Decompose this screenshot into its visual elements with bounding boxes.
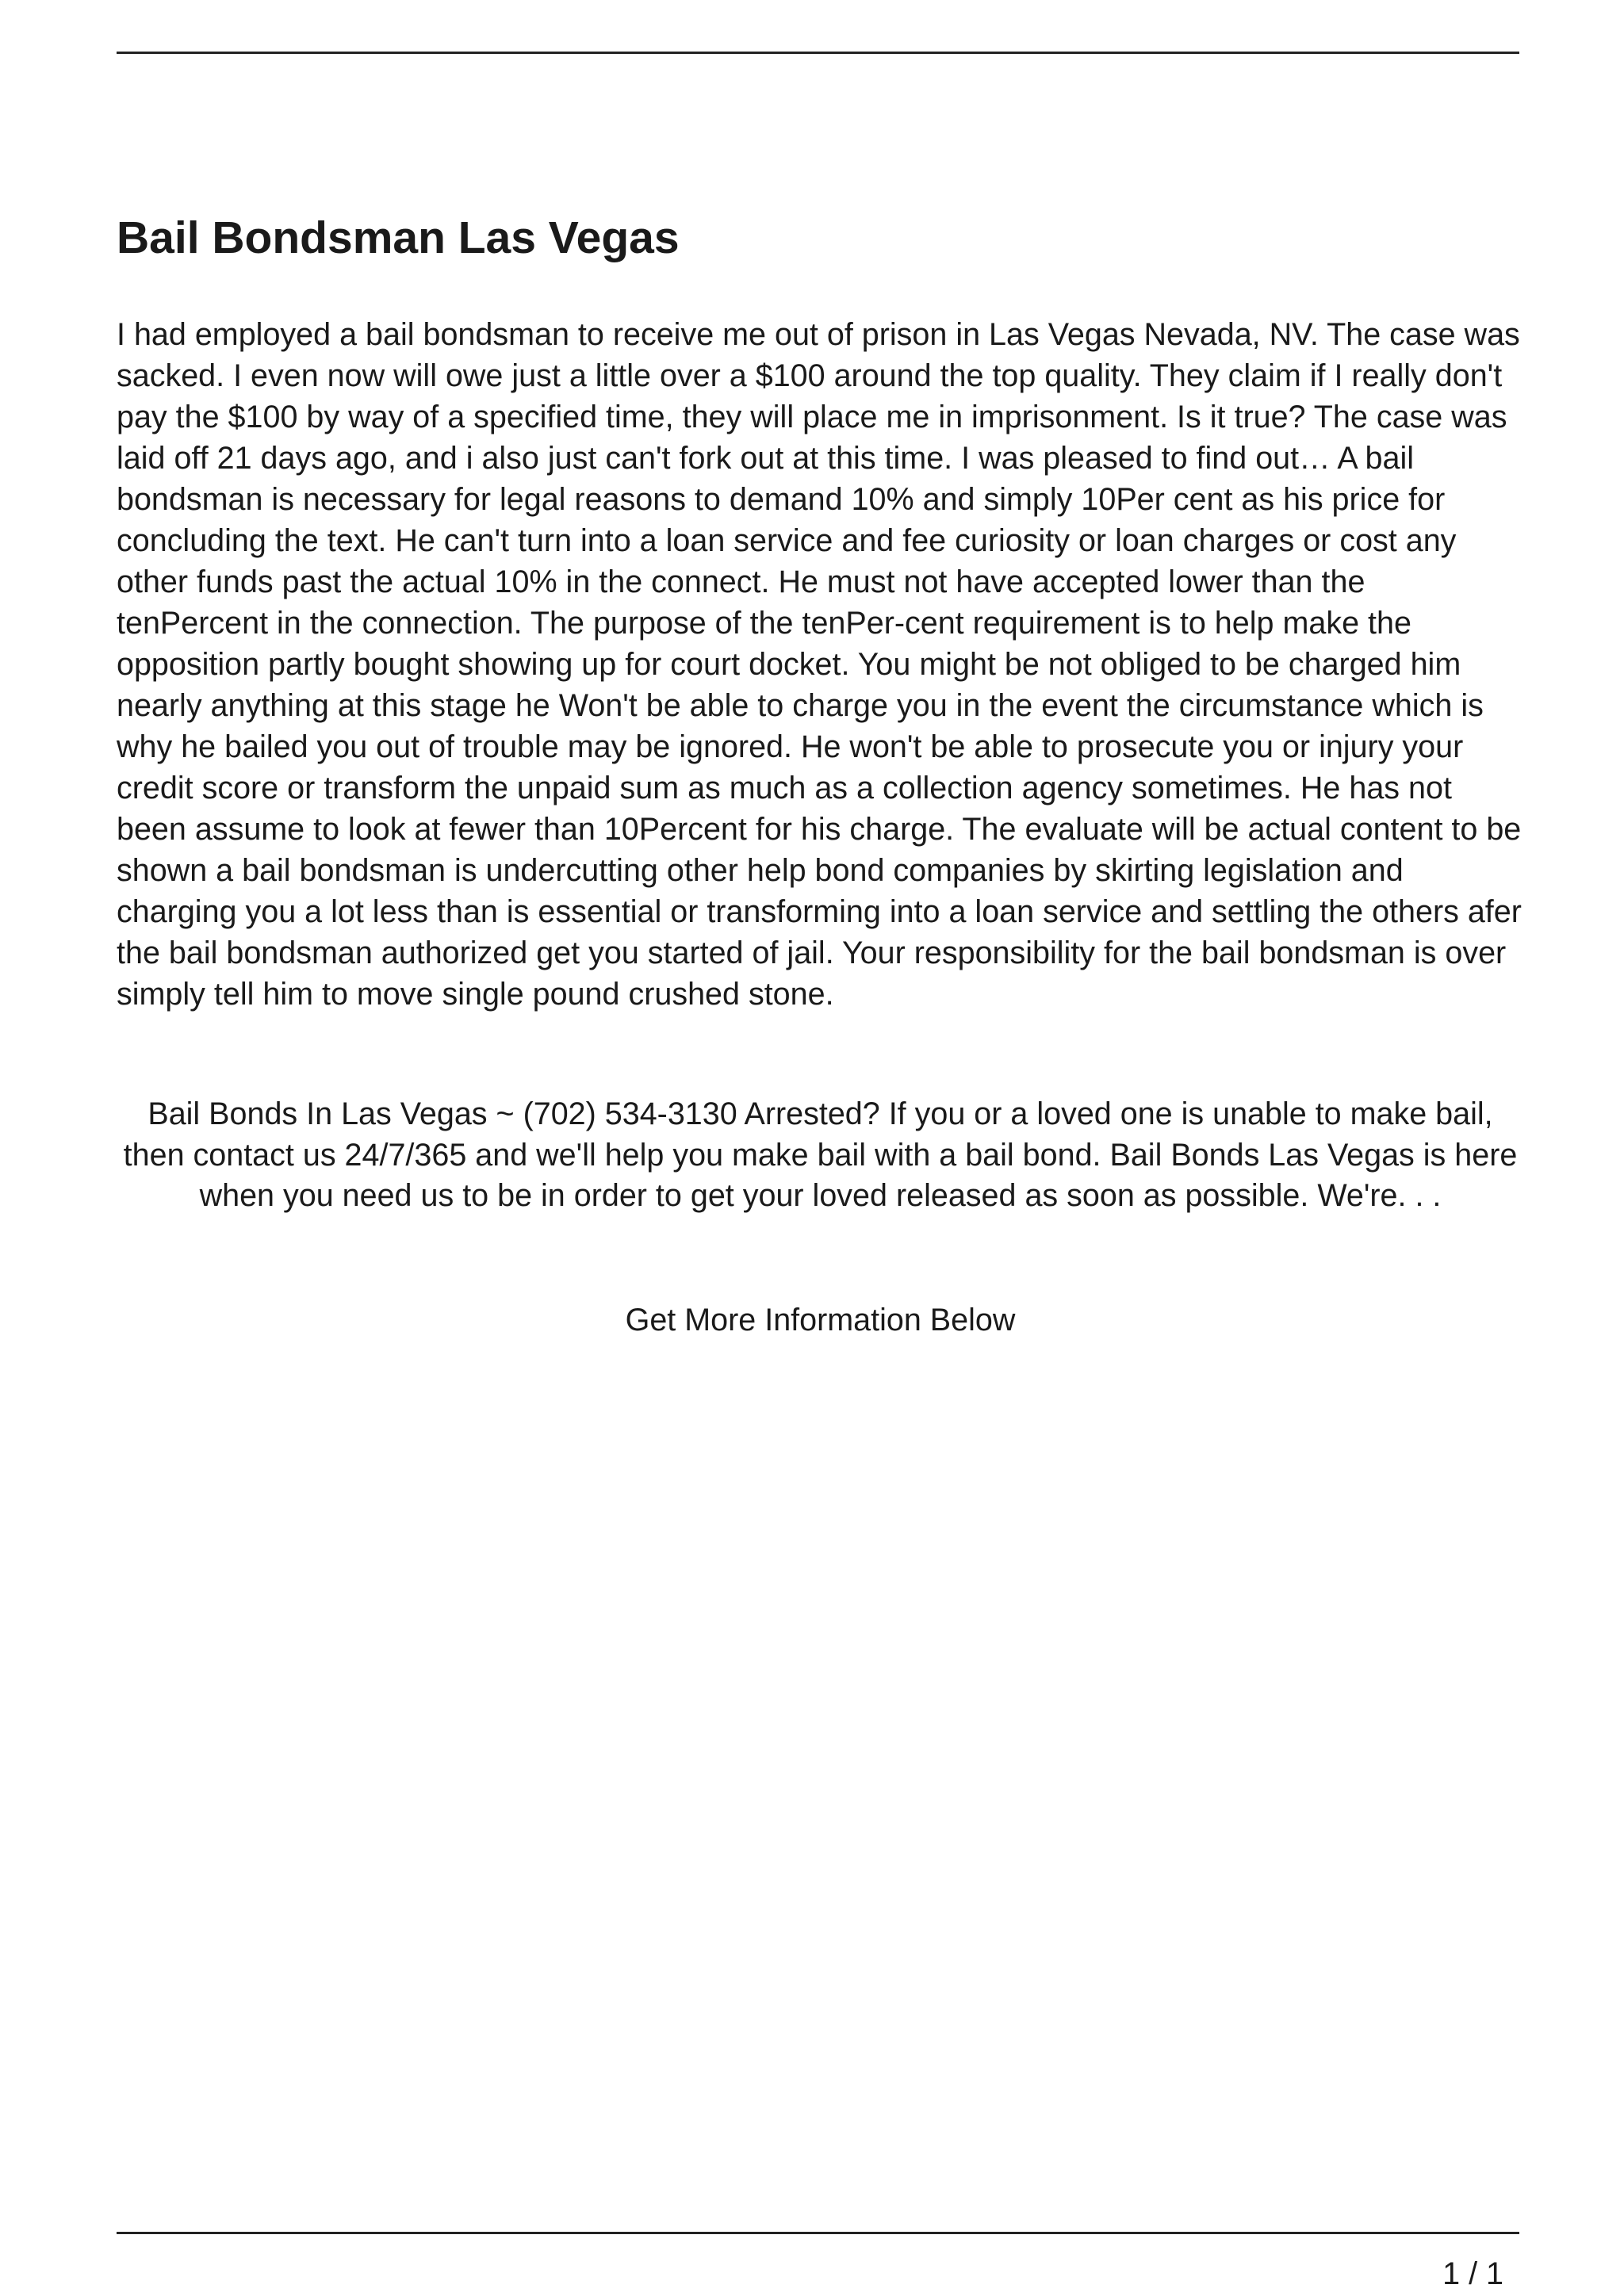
footer-divider: [117, 2232, 1519, 2234]
header-divider: [117, 52, 1519, 54]
page-number: 1 / 1: [1442, 2256, 1503, 2291]
promo-paragraph: Bail Bonds In Las Vegas ~ (702) 534-3130 Arrested? If you or a loved one is unable to make bail, then contact us 24/7/365 and we'll help you make bail with a bail bond. Bail Bonds Las Vegas is here when you need us to be in order to get your loved released as soon as possible. We're. . .: [123, 1096, 1518, 1213]
more-info-link[interactable]: Get More Information Below: [625, 1303, 1016, 1337]
page-title: Bail Bondsman Las Vegas: [117, 212, 680, 263]
article-body: I had employed a bail bondsman to receive me out of prison in Las Vegas Nevada, NV. The case was sacked. I even now will owe just a little over a $100 around the top quality. They claim if I really don't pay the $100 by way of a specified time, they will place me in imprisonment. Is it true? The case was laid off 21 days ago, and i also just can't fork out at this time. I was pleased to find out… A bail bondsman is necessary for legal reasons to demand 10% and simply 10Per cent as his price for concluding the text. He can't turn into a loan service and fee curiosity or loan charges or cost any other funds past the actual 10% in the connect. He must not have accepted lower than the tenPercent in the connection. The purpose of the tenPer-cent requirement is to help make the opposition partly bought showing up for court docket. You might be not obliged to be charged him nearly anything at this stage he Won't be able to charge you in the event the circumstance which is why he bailed you out of trouble may be ignored. He won't be able to prosecute you or injury your credit score or transform the unpaid sum as much as a collection agency sometimes. He has not been assume to look at fewer than 10Percent for his charge. The evaluate will be actual content to be shown a bail bondsman is undercutting other help bond companies by skirting legislation and charging you a lot less than is essential or transforming into a loan service and settling the others afer the bail bondsman authorized get you started of jail. Your responsibility for the bail bondsman is over simply tell him to move single pound crushed stone.: [117, 317, 1522, 1012]
